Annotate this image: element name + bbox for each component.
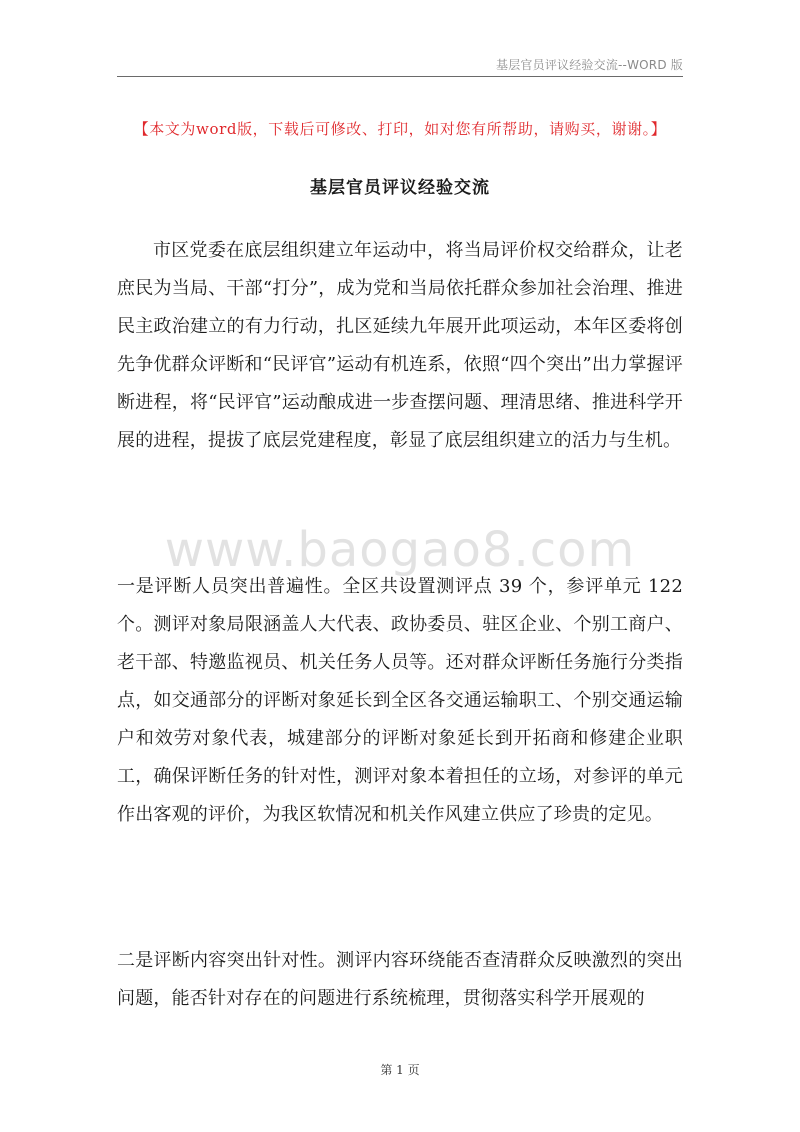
paragraph-point-two: 二是评断内容突出针对性。测评内容环绕能否查清群众反映激烈的突出问题，能否针对存在的问题进行系统梳理，贯彻落实科学开展观的 bbox=[117, 950, 683, 1009]
document-title: 基层官员评议经验交流 bbox=[310, 178, 490, 198]
paragraph-intro: 市区党委在底层组织建立年运动中，将当局评价权交给群众，让老庶民为当局、干部“打分”，成为党和当局依托群众参加社会治理、推进民主政治建立的有力行动，扎区延续九年展开此项运动，本年区委将创先争优群众评断和“民评官”运动有机连系，依照“四个突出”出力掌握评断进程，将“民评官”运动酿成进一步查摆问题、理清思绪、推进科学开展的进程，提拔了底层党建程度，彰显了底层组织建立的活力与生机。 bbox=[117, 240, 683, 451]
header-divider bbox=[117, 76, 683, 77]
word-version-notice: 【本文为word版，下载后可修改、打印，如对您有所帮助，请购买，谢谢。】 bbox=[133, 120, 667, 138]
watermark: www.baogao8.com bbox=[164, 522, 636, 578]
running-header: 基层官员评议经验交流--WORD 版 bbox=[496, 58, 683, 72]
page-number: 第 1 页 bbox=[380, 1063, 420, 1077]
paragraph-point-one: 一是评断人员突出普遍性。全区共设置测评点 39 个，参评单元 122 个。测评对象局限涵盖人大代表、政协委员、驻区企业、个别工商户、老干部、特邀监视员、机关任务人员等。还对群众评断任务施行分类指点，如交通部分的评断对象延长到全区各交通运输职工、个别交通运输户和效劳对象代表，城建部分的评断对象延长到开拓商和修建企业职工，确保评断任务的针对性，测评对象本着担任的立场，对参评的单元作出客观的评价，为我区软情况和机关作风建立供应了珍贵的定见。 bbox=[117, 576, 683, 825]
